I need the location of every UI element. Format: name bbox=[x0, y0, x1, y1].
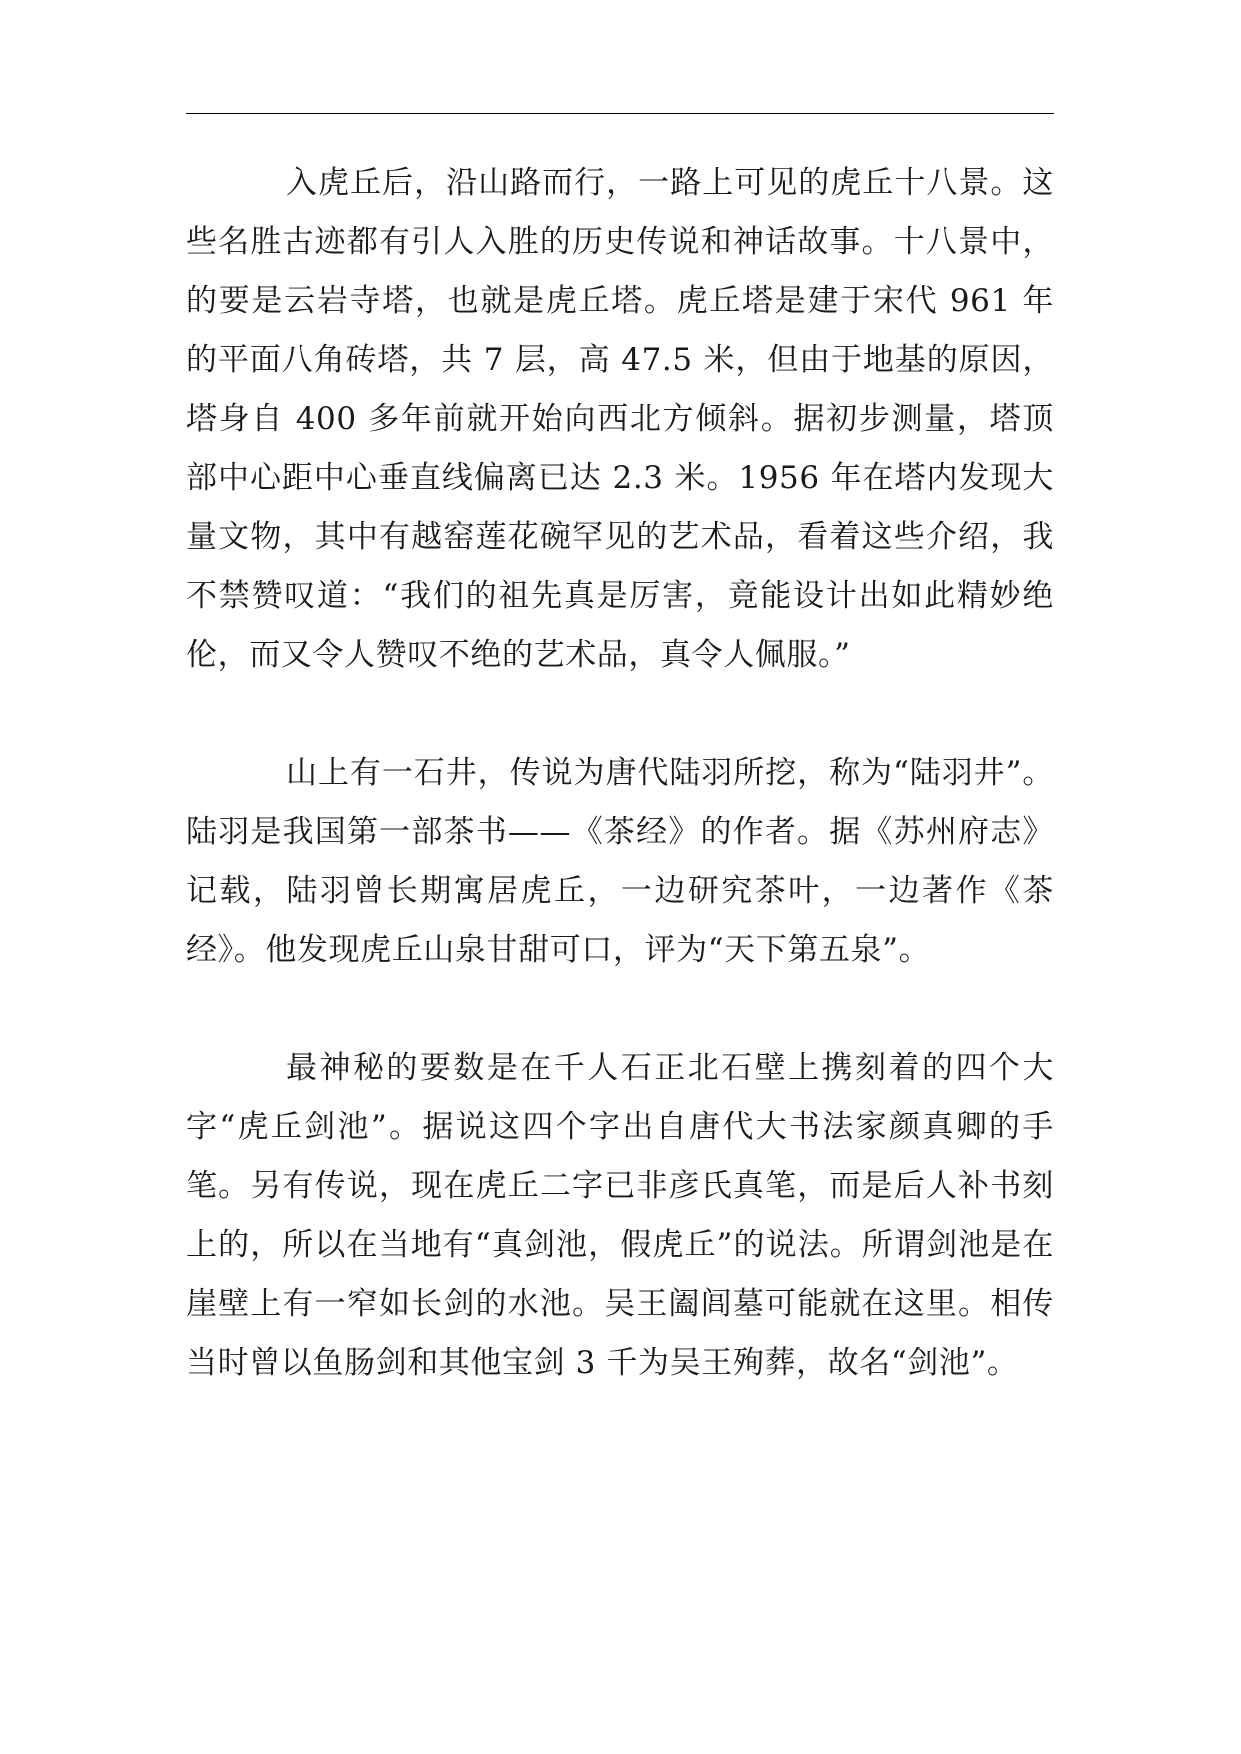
header-rule bbox=[186, 113, 1054, 114]
document-body bbox=[186, 154, 1054, 1393]
paragraph-tiger-hill-pagoda: 入虎丘后，沿山路而行，一路上可见的虎丘十八景。这些名胜古迹都有引人入胜的历史传说和神话故事。十八景中，的要是云岩寺塔，也就是虎丘塔。虎丘塔是建于宋代 961 年的平面八角砖塔，共 7 层，高 47.5 米，但由于地基的原因，塔身自 400 多年前就开始向西北方倾斜。据初步测量，塔顶部中心距中心垂直线偏离已达 2.3 米。1956 年在塔内发现大量文物，其中有越窑莲花碗罕见的艺术品，看着这些介绍，我不禁赞叹道：“我们的祖先真是厉害，竟能设计出如此精妙绝伦，而又令人赞叹不绝的艺术品，真令人佩服。” bbox=[186, 165, 1054, 673]
paragraph-sword-pool: 最神秘的要数是在千人石正北石壁上携刻着的四个大字“虎丘剑池”。据说这四个字出自唐代大书法家颜真卿的手笔。另有传说，现在虎丘二字已非彦氏真笔，而是后人补书刻上的，所以在当地有“真剑池，假虎丘”的说法。所谓剑池是在崖壁上有一窄如长剑的水池。吴王阖闾墓可能就在这里。相传当时曾以鱼肠剑和其他宝剑 3 千为吴王殉葬，故名“剑池”。 bbox=[186, 1050, 1054, 1381]
paragraph-lu-yu-well: 山上有一石井，传说为唐代陆羽所挖，称为“陆羽井”。陆羽是我国第一部茶书——《茶经》的作者。据《苏州府志》记载，陆羽曾长期寓居虎丘，一边研究茶叶，一边著作《茶经》。他发现虎丘山泉甘甜可口，评为“天下第五泉”。 bbox=[186, 755, 1054, 968]
